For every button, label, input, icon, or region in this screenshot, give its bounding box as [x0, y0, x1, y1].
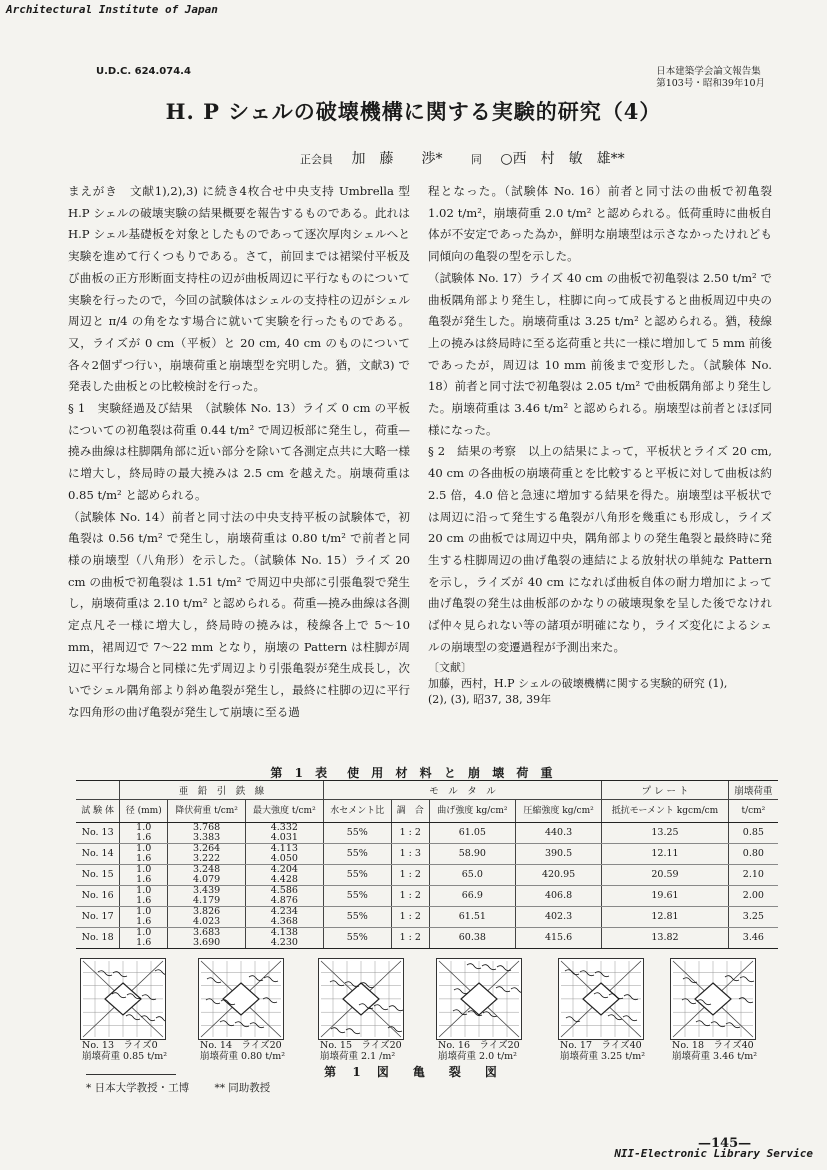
- figure-caption-specimen: No. 15 ライズ20: [320, 1040, 402, 1051]
- journal-name: 日本建築学会論文報告集: [656, 66, 761, 77]
- table-cell: 4.332 4.031: [245, 823, 323, 844]
- crack-pattern-figure: [80, 958, 166, 1040]
- crack-pattern-figure: [318, 958, 404, 1040]
- table-cell: 4.113 4.050: [245, 844, 323, 865]
- table-column-header: 曲げ強度 kg/cm²: [429, 800, 515, 823]
- figure-caption-load: 崩壊荷重 3.46 t/m²: [672, 1051, 758, 1062]
- table-cell: 1.0 1.6: [120, 865, 168, 886]
- table-cell: 4.234 4.368: [245, 907, 323, 928]
- table-cell: 1.0 1.6: [120, 907, 168, 928]
- journal-issue: 第103号・昭和39年10月: [656, 78, 765, 89]
- crack-pattern-drawing: [199, 959, 283, 1039]
- author-name: 加 藤 渉*: [351, 151, 443, 167]
- table-cell: 1 : 3: [391, 844, 429, 865]
- table-title: 第 1 表 使 用 材 料 と 崩 壊 荷 重: [270, 766, 557, 780]
- table-cell: 3.25: [728, 907, 778, 928]
- table-cell: 20.59: [602, 865, 729, 886]
- table-column-header: 降伏荷重 t/cm²: [168, 800, 246, 823]
- page-number: —145—: [698, 1136, 752, 1151]
- references-heading: 〔文献〕: [428, 661, 472, 675]
- table-column-header: 最大強度 t/cm²: [245, 800, 323, 823]
- table-header-row: [76, 800, 778, 823]
- table-cell: 55%: [323, 886, 391, 907]
- figure-caption-load: 崩壊荷重 2.1 /m²: [320, 1051, 396, 1062]
- crack-pattern-figure: [558, 958, 644, 1040]
- table-cell: No. 18: [76, 928, 120, 949]
- crack-pattern-figure: [670, 958, 756, 1040]
- author-name: ○西 村 敏 雄**: [500, 151, 625, 167]
- table-cell: 2.00: [728, 886, 778, 907]
- table-cell: 1.0 1.6: [120, 928, 168, 949]
- footnote: * 日本大学教授・工博: [86, 1082, 190, 1094]
- table-row: [76, 865, 778, 886]
- table-cell: No. 17: [76, 907, 120, 928]
- table-cell: 390.5: [515, 844, 601, 865]
- table-cell: 13.25: [602, 823, 729, 844]
- table-cell: 1 : 2: [391, 886, 429, 907]
- figure-caption-load: 崩壊荷重 0.85 t/m²: [82, 1051, 168, 1062]
- table-column-header: t/cm²: [728, 800, 778, 823]
- table-cell: 1 : 2: [391, 928, 429, 949]
- table-column-header: 水セメント比: [323, 800, 391, 823]
- figure-caption-specimen: No. 16 ライズ20: [438, 1040, 520, 1051]
- figure-caption: [320, 1040, 430, 1062]
- table-cell: No. 14: [76, 844, 120, 865]
- table-cell: 3.248 4.079: [168, 865, 246, 886]
- table-cell: 3.768 3.383: [168, 823, 246, 844]
- figure-caption: [82, 1040, 192, 1062]
- table-cell: 4.204 4.428: [245, 865, 323, 886]
- paragraph: （試験体 No. 17）ライズ 40 cm の曲板で初亀裂は 2.50 t/m² で曲板隅角部より発生し，柱脚に向って成長すると曲板周辺中央の亀裂が発生した。崩壊荷重は 3.25 t/m² と認められる。猶，稜線上の撓みは終局時に至る迄荷重と共に一様に増加して 5 mm 前後であったが，周辺は 10 mm 前後まで変形した。（試験体 No. 18）前者と同寸法で初亀裂は 2.05 t/m² で曲板隅角部より発生した。崩壊荷重は 3.46 t/m² と認められる。崩壊型は前者とほぼ同様になった。: [428, 270, 772, 437]
- table-column-header: 圧縮強度 kg/cm²: [515, 800, 601, 823]
- table-cell: 406.8: [515, 886, 601, 907]
- figure-caption: [672, 1040, 782, 1062]
- table-cell: 66.9: [429, 886, 515, 907]
- table-cell: 61.51: [429, 907, 515, 928]
- crack-pattern-drawing: [671, 959, 755, 1039]
- table-group-header: プ レ ー ト: [602, 781, 729, 800]
- table-cell: 55%: [323, 865, 391, 886]
- table-cell: 1.0 1.6: [120, 886, 168, 907]
- table-cell: 2.10: [728, 865, 778, 886]
- figure-title: 第 1 図 亀 裂 図: [324, 1065, 503, 1079]
- paper-title: H. P シェルの破壊機構に関する実験的研究（4）: [165, 99, 662, 124]
- table-header-cell: [76, 781, 120, 800]
- crack-pattern-drawing: [437, 959, 521, 1039]
- figure-caption: [200, 1040, 310, 1062]
- table-cell: No. 16: [76, 886, 120, 907]
- reference-entry: 加藤，西村，H.P シェルの破壊機構に関する実験的研究 (1),: [428, 677, 728, 691]
- table-cell: 55%: [323, 907, 391, 928]
- reference-entry: (2), (3), 昭37, 38, 39年: [428, 693, 552, 707]
- table-cell: 0.80: [728, 844, 778, 865]
- table-column-header: 試 験 体: [76, 800, 120, 823]
- paragraph: 程となった。（試験体 No. 16）前者と同寸法の曲板で初亀裂 1.02 t/m²，崩壊荷重 2.0 t/m² と認められる。低荷重時に曲板自体が不安定であった為か，鮮明な崩壊型は示さなかったけれども同傾向の亀裂の型を示した。: [428, 184, 772, 264]
- table-cell: 4.138 4.230: [245, 928, 323, 949]
- author-role: 同: [470, 153, 482, 166]
- table-cell: 3.46: [728, 928, 778, 949]
- table-row: [76, 844, 778, 865]
- crack-pattern-drawing: [559, 959, 643, 1039]
- header-banner: Architectural Institute of Japan: [6, 3, 218, 16]
- table-cell: 440.3: [515, 823, 601, 844]
- footnote: ** 同助教授: [214, 1082, 271, 1094]
- table-cell: 3.826 4.023: [168, 907, 246, 928]
- table-cell: 0.85: [728, 823, 778, 844]
- body-column-left: [68, 181, 410, 724]
- table-column-header: 径 (mm): [120, 800, 168, 823]
- crack-pattern-drawing: [319, 959, 403, 1039]
- crack-pattern-drawing: [81, 959, 165, 1039]
- paragraph: § 1 実験経過及び結果 （試験体 No. 13）ライズ 0 cm の平板についての初亀裂は荷重 0.44 t/m² で周辺板部に発生し，荷重—撓み曲線は柱脚隅角部に近い部分を除いて各測定点共に大略一様に増大し，終局時の最大撓みは 2.5 cm を越えた。崩壊荷重は 0.85 t/m² と認められる。: [68, 401, 410, 502]
- udc-code: U.D.C. 624.074.4: [96, 66, 191, 77]
- table-cell: 1 : 2: [391, 865, 429, 886]
- table-row: [76, 823, 778, 844]
- table-row: [76, 928, 778, 949]
- table-cell: 58.90: [429, 844, 515, 865]
- author-role: 正会員: [300, 153, 333, 166]
- table-group-header: モ ル タ ル: [323, 781, 601, 800]
- table-cell: 402.3: [515, 907, 601, 928]
- figure-caption-specimen: No. 17 ライズ40: [560, 1040, 642, 1051]
- footnote-rule: [86, 1074, 176, 1075]
- table-cell: 13.82: [602, 928, 729, 949]
- table-cell: 1 : 2: [391, 907, 429, 928]
- figure-caption: [560, 1040, 670, 1062]
- table-cell: 3.439 4.179: [168, 886, 246, 907]
- table-cell: 1.0 1.6: [120, 823, 168, 844]
- table-cell: 55%: [323, 823, 391, 844]
- journal-info: [656, 66, 765, 90]
- figure-caption-load: 崩壊荷重 3.25 t/m²: [560, 1051, 646, 1062]
- footnotes: [86, 1080, 292, 1095]
- crack-pattern-figure: [198, 958, 284, 1040]
- table-column-header: 抵抗モーメント kgcm/cm: [602, 800, 729, 823]
- table-cell: 3.264 3.222: [168, 844, 246, 865]
- references: [428, 660, 772, 708]
- table-cell: No. 15: [76, 865, 120, 886]
- table-cell: 420.95: [515, 865, 601, 886]
- paragraph: まえがき 文献1),2),3) に続き4枚合せ中央支持 Umbrella 型 H.P シェルの破壊実験の結果概要を報告するものである。此れは H.P シェル基礎板を対象としたものであって逐次厚肉シェルへと実験を進めて行くつもりである。さて，前回までは裙梁付平板及び曲板の正方形断面支持柱の辺が曲板周辺に平行なものについて実験を行ったので，今回の試験体はシェルの支持柱の辺がシェル周辺と π/4 の角をなす場合に就いて実験を行ったものである。又，ライズが 0 cm（平板）と 20 cm, 40 cm のものについて各々2個ずつ行い，崩壊荷重と崩壊型を究明した。猶，文献3) で発表した曲板との比較検討を行った。: [68, 184, 410, 394]
- table-row: [76, 886, 778, 907]
- body-column-right: [428, 181, 772, 708]
- table-cell: No. 13: [76, 823, 120, 844]
- table-cell: 19.61: [602, 886, 729, 907]
- table-cell: 12.81: [602, 907, 729, 928]
- table-cell: 65.0: [429, 865, 515, 886]
- table-cell: 1 : 2: [391, 823, 429, 844]
- figure-caption-specimen: No. 18 ライズ40: [672, 1040, 754, 1051]
- table-cell: 4.586 4.876: [245, 886, 323, 907]
- figure-caption-specimen: No. 14 ライズ20: [200, 1040, 282, 1051]
- paragraph: （試験体 No. 14）前者と同寸法の中央支持平板の試験体で，初亀裂は 0.56 t/m² で発生し，崩壊荷重は 0.80 t/m² で前者と同様の崩壊型（八角形）を示した。（試験体 No. 15）ライズ 20 cm の曲板で初亀裂は 1.51 t/m² で周辺中央部に引張亀裂で発生し，崩壊荷重は 2.10 t/m² と認められる。荷重—撓み曲線は各測定点凡そ一様に増大し，終局時の撓みは，稜線各上で 5〜10 mm，裙周辺で 7〜22 mm となり，崩壊の Pattern は柱脚が周辺に平行な場合と同様に先ず周辺より引張亀裂が発生成長し，次いでシェル隅角部より斜め亀裂が発生し，最終に柱脚の辺に平行な四角形の曲げ亀裂が発生して崩壊に至る過: [68, 509, 410, 719]
- figure-caption: [438, 1040, 548, 1062]
- table-cell: 415.6: [515, 928, 601, 949]
- footer-banner: NII-Electronic Library Service: [614, 1147, 813, 1160]
- table-cell: 3.683 3.690: [168, 928, 246, 949]
- figure-caption-specimen: No. 13 ライズ0: [82, 1040, 158, 1051]
- table-group-header: 亜 鉛 引 鉄 線: [120, 781, 323, 800]
- crack-pattern-figure: [436, 958, 522, 1040]
- figure-caption-load: 崩壊荷重 0.80 t/m²: [200, 1051, 286, 1062]
- figure-caption-load: 崩壊荷重 2.0 t/m²: [438, 1051, 517, 1062]
- table-cell: 55%: [323, 844, 391, 865]
- materials-table: [76, 780, 778, 949]
- table-cell: 60.38: [429, 928, 515, 949]
- table-column-header: 調 合: [391, 800, 429, 823]
- table-cell: 61.05: [429, 823, 515, 844]
- author-line: [300, 148, 639, 168]
- table-row: [76, 907, 778, 928]
- table-cell: 1.0 1.6: [120, 844, 168, 865]
- table-group-header: 崩壊荷重: [728, 781, 778, 800]
- paragraph: § 2 結果の考察 以上の結果によって，平板状とライズ 20 cm, 40 cm の各曲板の崩壊荷重とを比較すると平板に対して曲板は約 2.5 倍，4.0 倍と急速に増加する結果を得た。崩壊型は平板状では周辺に沿って発生する亀裂が八角形を幾重にも形成し，ライズ 20 cm の曲板では周辺中央，隅角部よりの発生亀裂と最終時に発生する柱脚周辺の曲げ亀裂の連結による放射状の単純な Pattern を示し，ライズが 40 cm になれば曲板自体の耐力増加によって曲げ亀裂の発生は曲板部のかなりの破壊現象を呈した後でなければ仲々見られない等の諸項が明確になり，ライズ変化によるシェルの崩壊型の変遷過程が予測出来た。: [428, 444, 772, 654]
- table-cell: 12.11: [602, 844, 729, 865]
- table-cell: 55%: [323, 928, 391, 949]
- table-body: [76, 823, 778, 949]
